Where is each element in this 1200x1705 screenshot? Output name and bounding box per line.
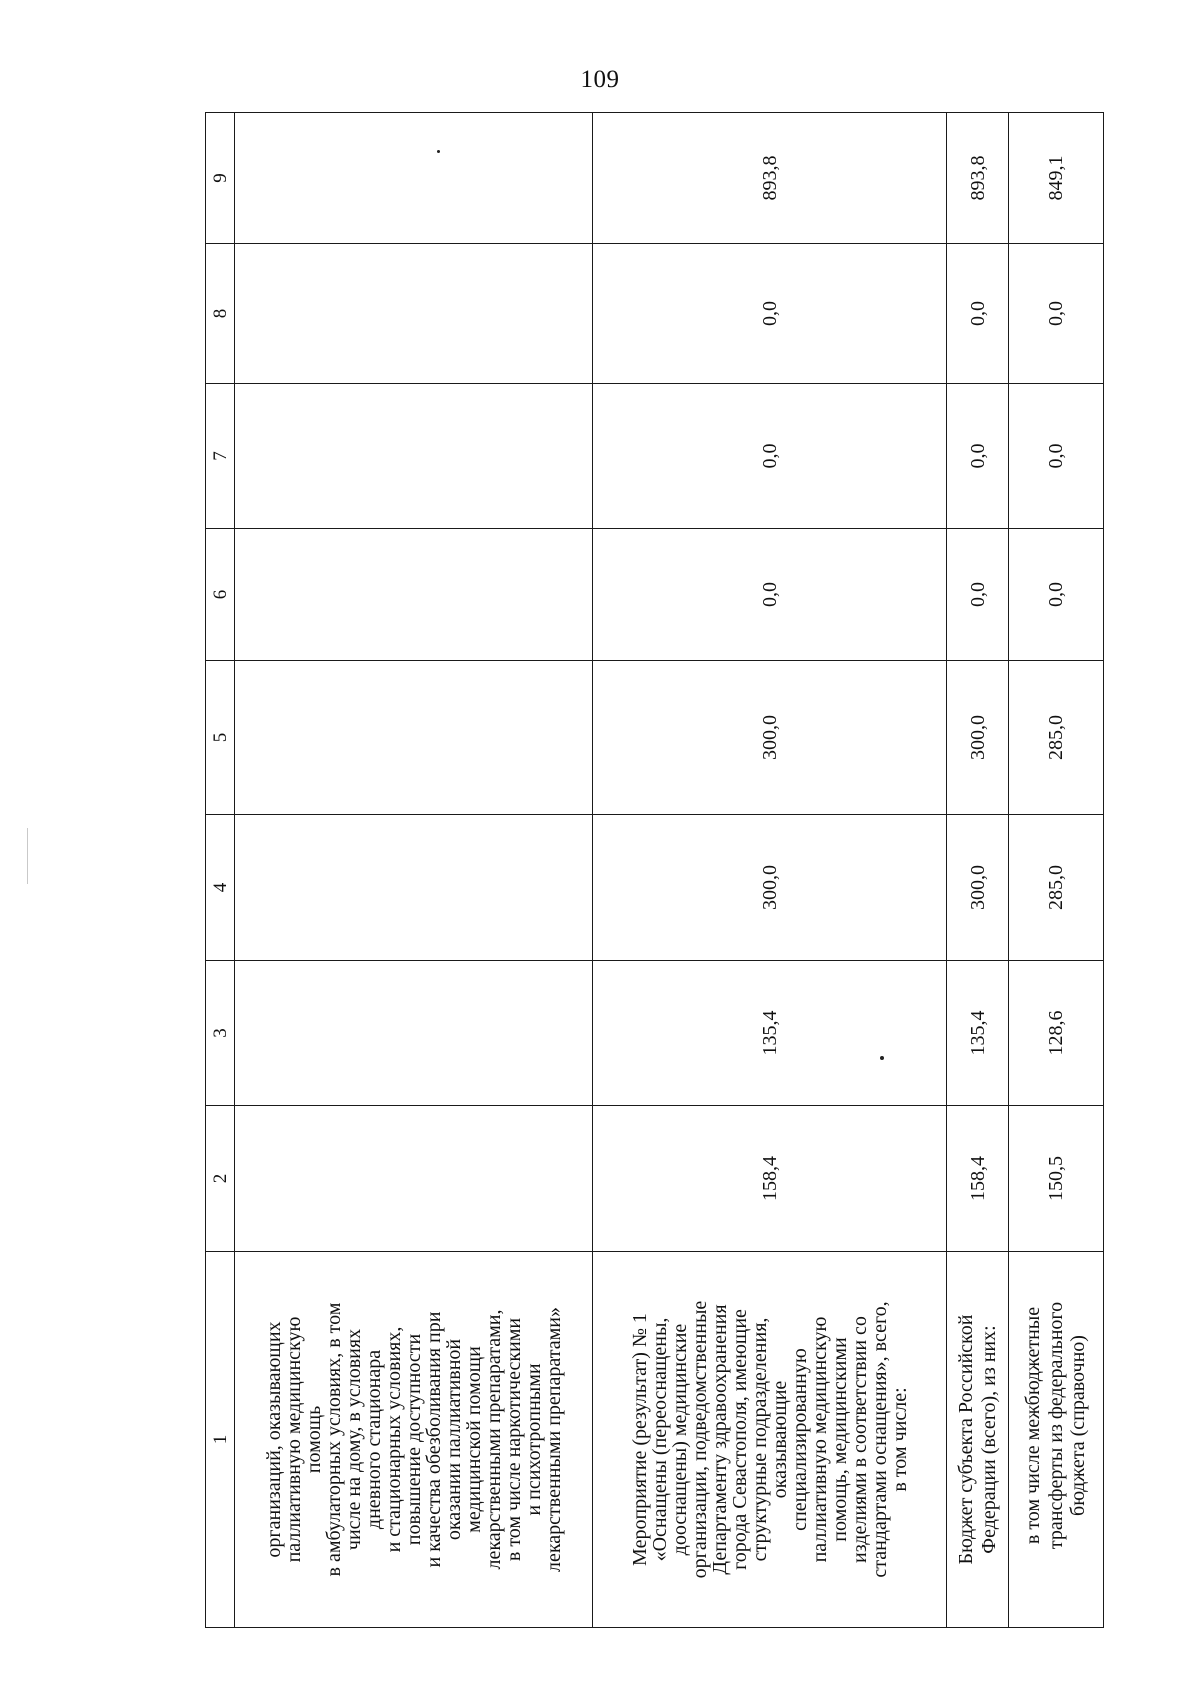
scan-dust-dot [437,150,440,153]
value-cell: 300,0 [947,815,1009,961]
table-row [593,113,947,1628]
value-cell: 300,0 [947,661,1009,815]
header-cell: 2 [206,1106,235,1252]
page-number: 109 [580,66,620,93]
table-header-row [206,113,235,1628]
value-cell: 285,0 [1009,815,1104,961]
rotated-table-container [205,113,1100,1628]
value-cell: 0,0 [1009,244,1104,384]
value-cell: 135,4 [593,961,947,1106]
value-cell [235,661,593,815]
table-row [235,113,593,1628]
header-cell: 4 [206,815,235,961]
value-cell [235,1106,593,1252]
value-cell: 300,0 [593,661,947,815]
value-cell: 0,0 [593,384,947,529]
value-cell: 128,6 [1009,961,1104,1106]
value-cell: 0,0 [947,244,1009,384]
table-row [1009,113,1104,1628]
value-cell: 849,1 [1009,113,1104,244]
header-cell: 1 [206,1252,235,1628]
value-cell: 0,0 [1009,529,1104,661]
header-cell: 9 [206,113,235,244]
value-cell: 158,4 [947,1106,1009,1252]
value-cell: 0,0 [593,244,947,384]
table-row [947,113,1009,1628]
value-cell [235,113,593,244]
value-cell [235,244,593,384]
header-cell: 3 [206,961,235,1106]
row-description: в том числе межбюджетные трансферты из федерального бюджета (справочно) [1009,1252,1104,1628]
value-cell [235,961,593,1106]
value-cell: 0,0 [947,384,1009,529]
value-cell: 0,0 [947,529,1009,661]
header-cell: 6 [206,529,235,661]
scan-dust-dot [880,1056,884,1060]
value-cell: 150,5 [1009,1106,1104,1252]
row-description: Мероприятие (результат) № 1 «Оснащены (переоснащены, дооснащены) медицинские организации, подведомственные Департаменту здравоохранения города Севастополя, имеющие структурные подразделения, оказывающие специализированную паллиативную медицинскую помощь, медицинскими изделиями в соответствии со стандартами оснащения», всего, в том числе: [593,1252,947,1628]
value-cell: 893,8 [593,113,947,244]
row-description: организаций, оказывающих паллиативную медицинскую помощь в амбулаторных условиях, в том числе на дому, в условиях дневного стационара и стационарных условиях, повышение доступности и качества обезболивания при оказании паллиативной медицинской помощи лекарственными препаратами, в том числе наркотическими и психотропными лекарственными препаратами» [235,1252,593,1628]
value-cell [235,529,593,661]
value-cell: 158,4 [593,1106,947,1252]
value-cell: 285,0 [1009,661,1104,815]
budget-table [205,112,1104,1628]
value-cell: 0,0 [1009,384,1104,529]
row-description: Бюджет субъекта Российской Федерации (всего), из них: [947,1252,1009,1628]
value-cell: 0,0 [593,529,947,661]
value-cell [235,384,593,529]
value-cell: 135,4 [947,961,1009,1106]
header-cell: 5 [206,661,235,815]
value-cell [235,815,593,961]
header-cell: 8 [206,244,235,384]
value-cell: 893,8 [947,113,1009,244]
value-cell: 300,0 [593,815,947,961]
scan-artifact-line [27,828,28,884]
header-cell: 7 [206,384,235,529]
